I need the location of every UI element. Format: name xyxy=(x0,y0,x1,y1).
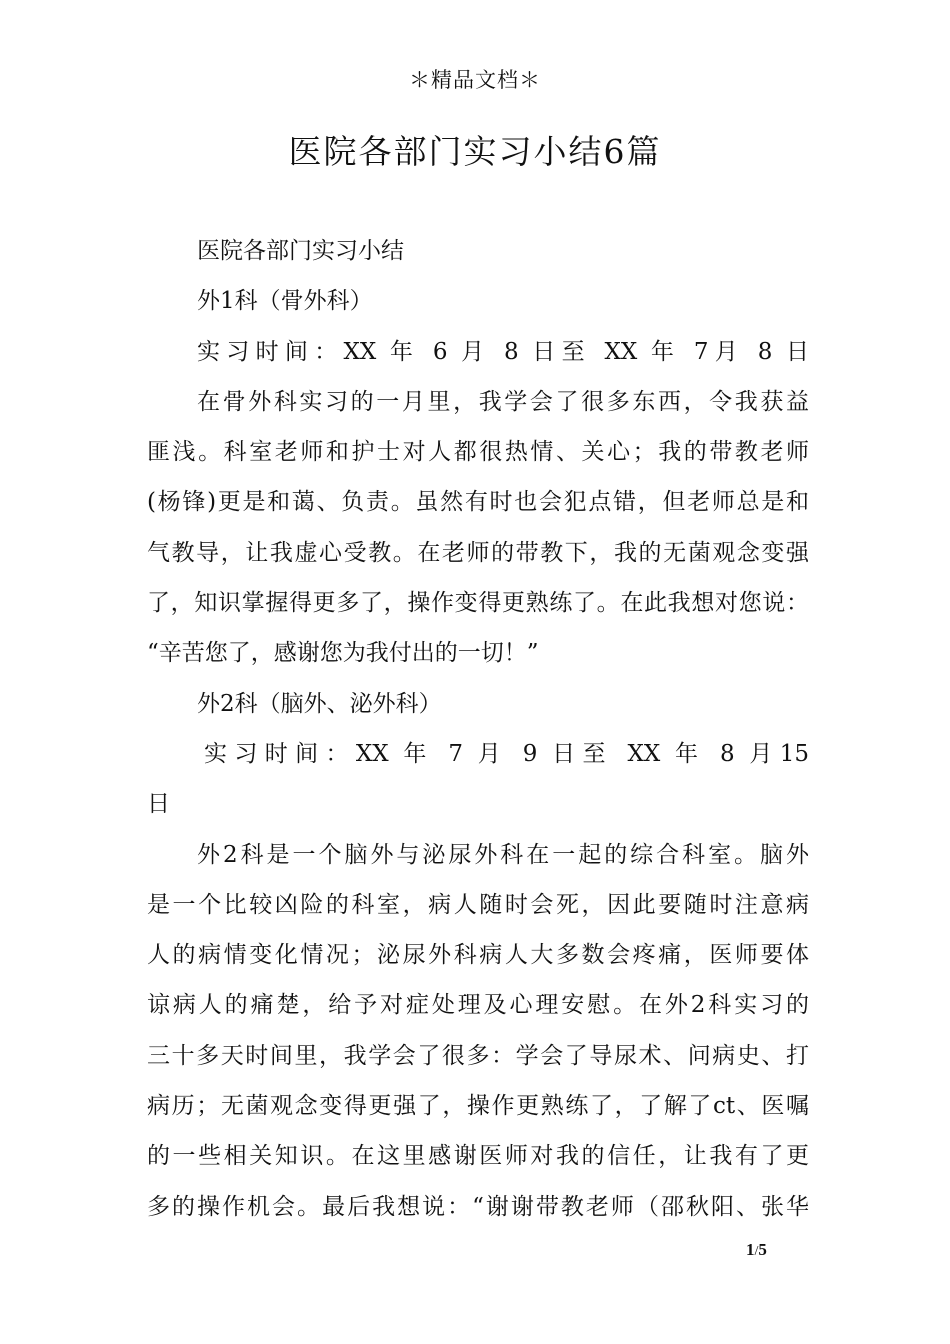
page-header: ＊精品文档＊ xyxy=(409,68,541,92)
total-pages: 5 xyxy=(758,1240,767,1259)
paragraph-line: 匪浅。科室老师和护士对人都很热情、关心；我的带教老师 xyxy=(147,439,809,466)
document-title: 医院各部门实习小结6篇 xyxy=(288,132,662,171)
paragraph-line: 在骨外科实习的一月里，我学会了很多东西，令我获益 xyxy=(197,388,809,415)
section-heading: 医院各部门实习小结 xyxy=(197,238,404,264)
internship-period: 实习时间：XX 年 7 月 9 日至 XX 年 8 月15 xyxy=(204,740,809,767)
paragraph-line: 多的操作机会。最后我想说：“谢谢带教老师（邵秋阳、张华 xyxy=(147,1193,809,1220)
current-page: 1 xyxy=(746,1240,755,1259)
page-separator: / xyxy=(754,1244,759,1259)
internship-period-end: 日 xyxy=(147,791,170,818)
page-number xyxy=(746,1240,767,1260)
paragraph-line: 了，知识掌握得更多了，操作变得更熟练了。在此我想对您说： xyxy=(147,590,809,617)
paragraph-line: 气教导，让我虚心受教。在老师的带教下，我的无菌观念变强 xyxy=(147,539,809,566)
department-heading: 外2科（脑外、泌外科） xyxy=(197,690,442,717)
department-heading: 外1科（骨外科） xyxy=(197,288,373,315)
paragraph-line: (杨锋)更是和蔼、负责。虽然有时也会犯点错，但老师总是和 xyxy=(147,489,809,516)
internship-period: 实习时间：XX 年 6 月 8 日至 XX 年 7月 8 日 xyxy=(197,338,809,365)
paragraph-line: 外2科是一个脑外与泌尿外科在一起的综合科室。脑外 xyxy=(197,841,809,868)
paragraph-line: 谅病人的痛楚，给予对症处理及心理安慰。在外2科实习的 xyxy=(147,992,809,1019)
paragraph-line: 人的病情变化情况；泌尿外科病人大多数会疼痛，医师要体 xyxy=(147,942,809,969)
paragraph-line: 的一些相关知识。在这里感谢医师对我的信任，让我有了更 xyxy=(147,1143,809,1170)
paragraph-line: 病历；无菌观念变得更强了，操作更熟练了，了解了ct、医嘱 xyxy=(147,1093,809,1120)
paragraph-line: 三十多天时间里，我学会了很多：学会了导尿术、问病史、打 xyxy=(147,1042,809,1069)
document-body xyxy=(147,226,809,1232)
paragraph-line: 是一个比较凶险的科室，病人随时会死，因此要随时注意病 xyxy=(147,891,809,918)
paragraph-line: “辛苦您了，感谢您为我付出的一切！” xyxy=(147,640,539,667)
